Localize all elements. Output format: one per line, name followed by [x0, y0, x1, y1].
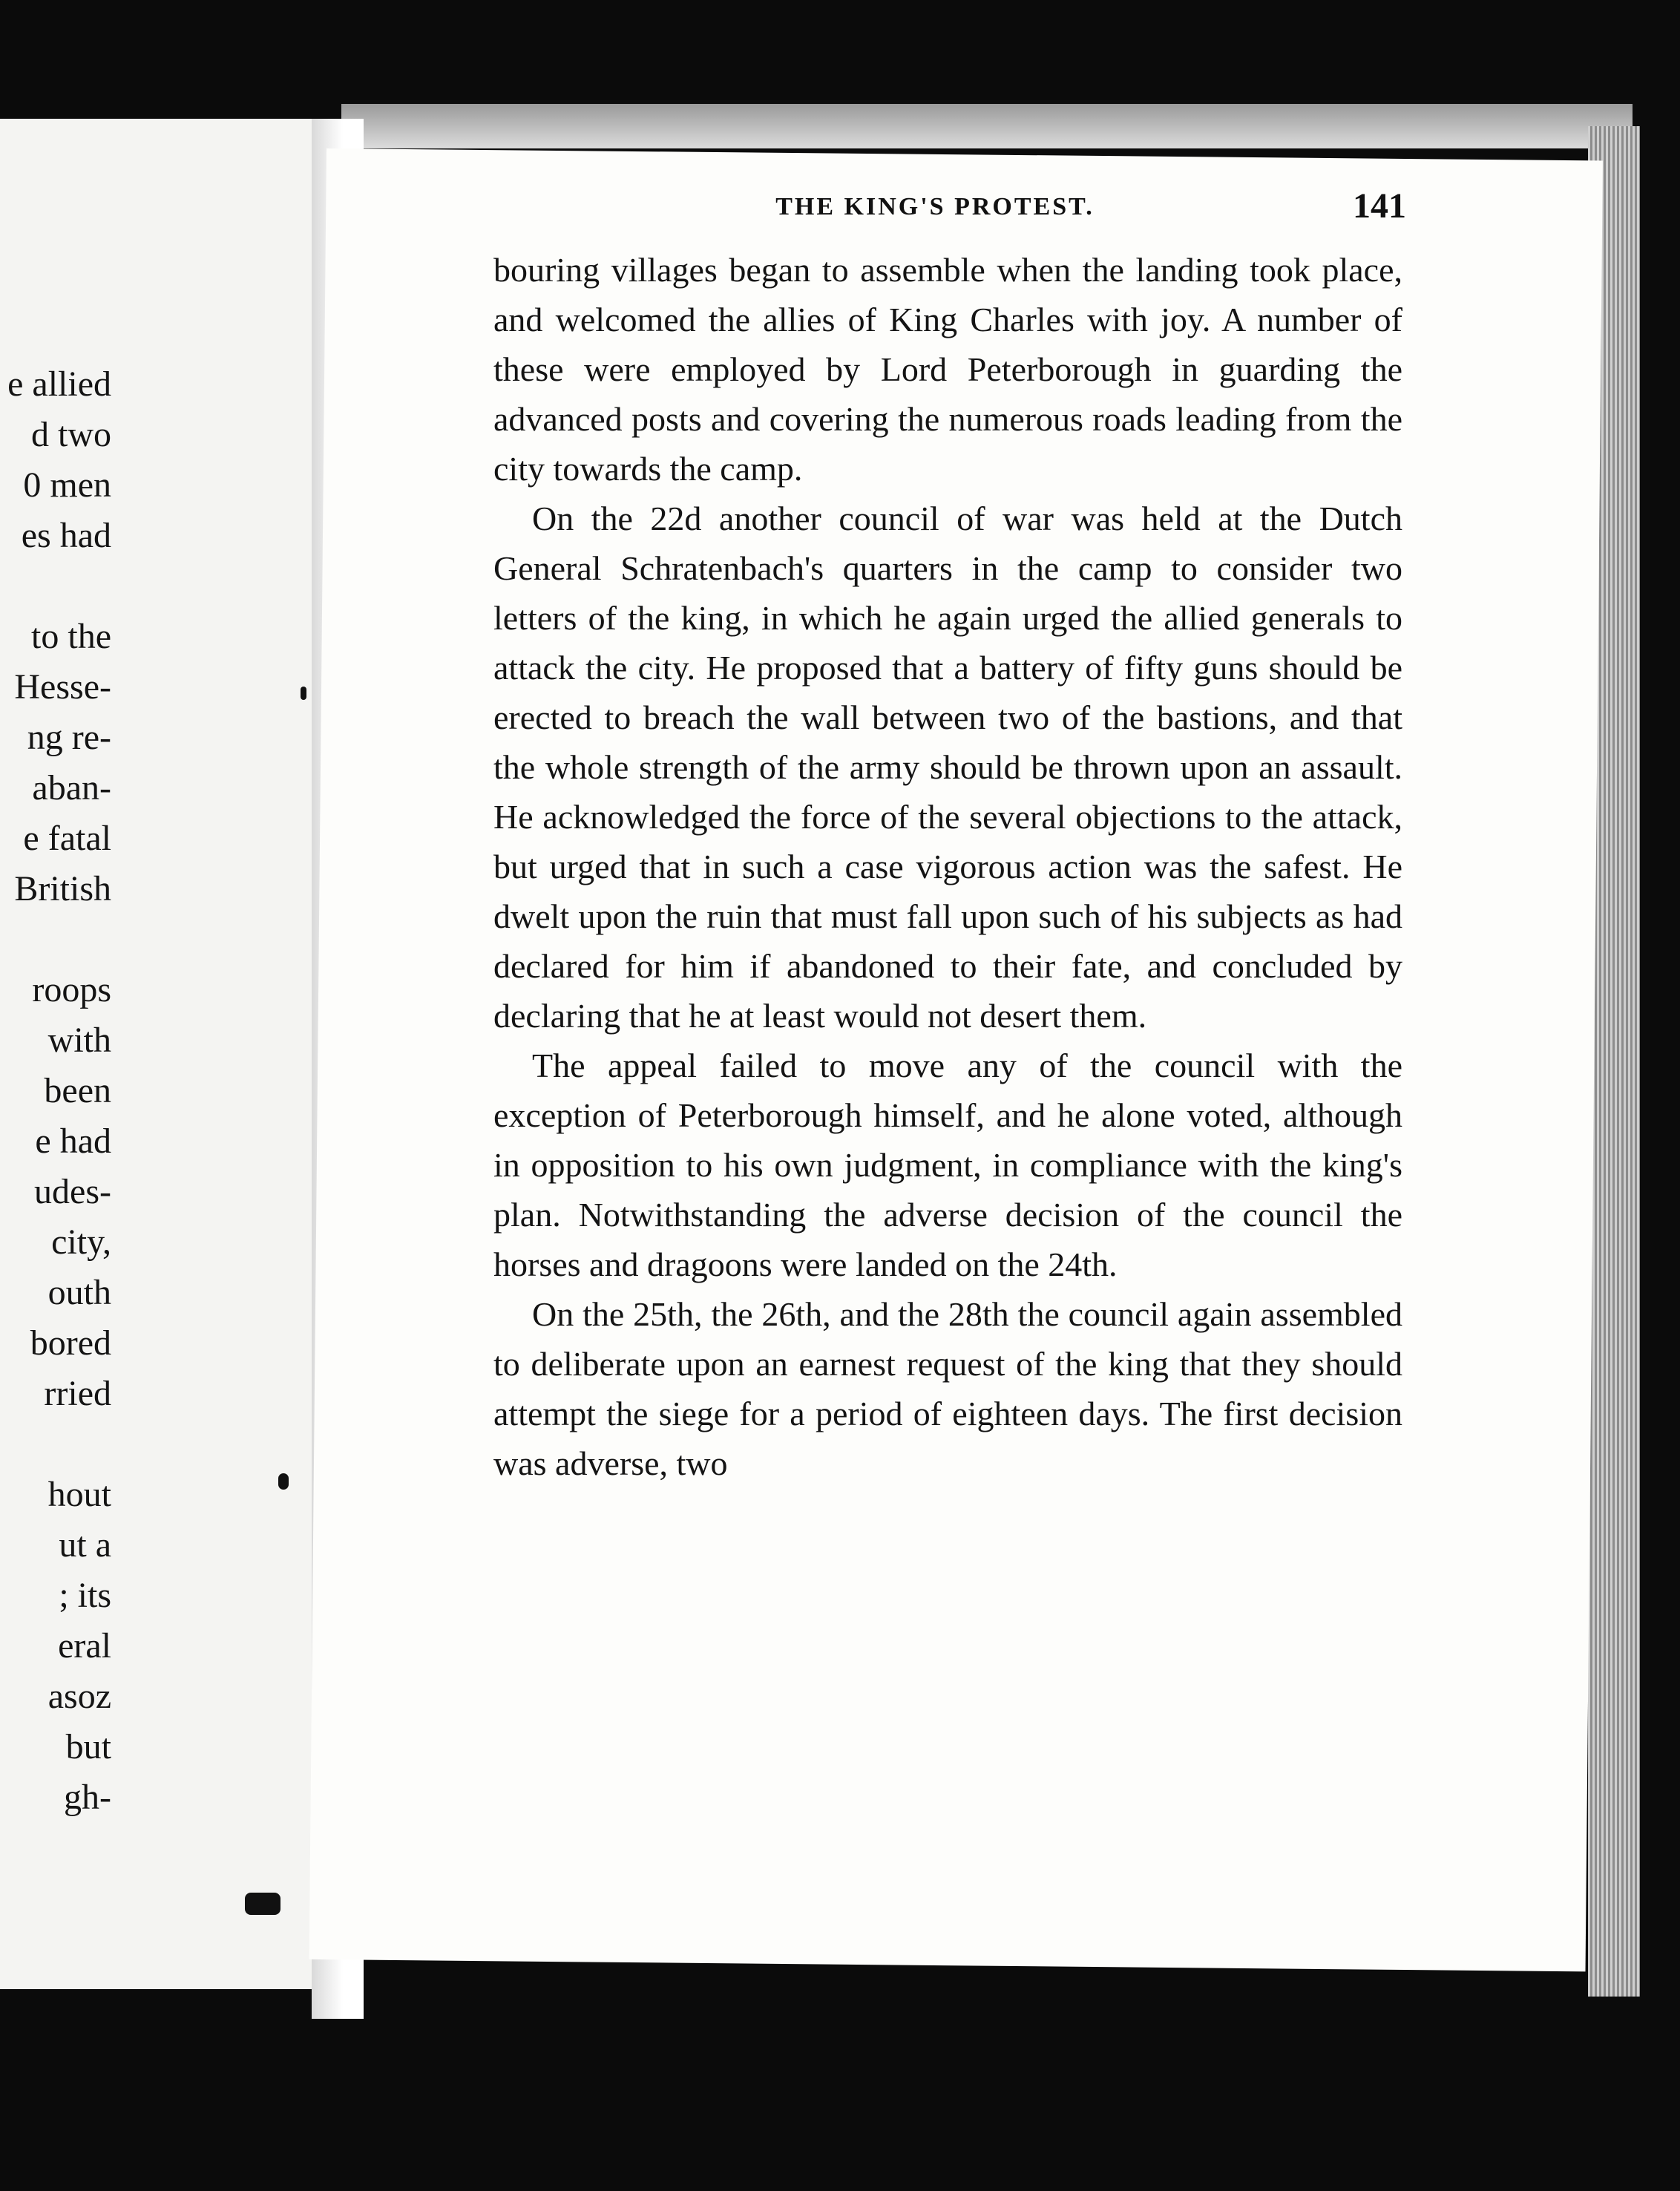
left-page — [0, 119, 329, 1989]
left-page-line: 0 men — [23, 465, 111, 505]
binding-thread-mark — [301, 687, 306, 700]
running-head-title: THE KING'S PROTEST. — [775, 193, 1095, 220]
left-page-line: gh- — [64, 1778, 111, 1817]
left-page-line: e fatal — [23, 819, 111, 858]
left-page-line: Hesse- — [14, 667, 111, 707]
left-page-line: but — [65, 1727, 111, 1766]
left-page-line: city, — [51, 1222, 111, 1262]
left-page-line: ng re- — [27, 718, 111, 757]
left-page-line: roops — [32, 970, 111, 1009]
left-page-line: been — [44, 1071, 111, 1110]
page-top-edge — [341, 104, 1633, 148]
left-page-line: to the — [31, 617, 111, 656]
running-head — [464, 186, 1406, 245]
binding-thread-mark — [245, 1893, 280, 1915]
paragraph: bouring villages began to assemble when the landing took place, and welcomed the allies of King Charles with joy. A number of these were employed by Lord Peterborough in guarding the advanced posts and covering the numerous roads leading from the city towards the camp. — [493, 251, 1402, 488]
left-page-line: d two — [31, 415, 111, 454]
left-page-line: asoz — [47, 1677, 111, 1716]
left-page-line: ; its — [59, 1576, 111, 1615]
left-page-line: eral — [58, 1626, 111, 1666]
left-page-line: es had — [21, 516, 111, 555]
left-page-line: udes- — [34, 1172, 111, 1211]
left-page-line: e had — [35, 1121, 111, 1161]
page-body — [493, 245, 1402, 1488]
left-page-line: aban- — [32, 768, 111, 808]
binding-thread-mark — [278, 1473, 289, 1490]
left-page-line: ut a — [59, 1525, 111, 1565]
left-page-line: rried — [44, 1374, 111, 1413]
left-page-line: hout — [47, 1475, 111, 1514]
left-page-line: e allied — [7, 364, 111, 404]
paragraph: On the 25th, the 26th, and the 28th the council again assembled to deliberate upon an earnest request of the king that they should attempt the siege for a period of eighteen days. The first decision was adverse, two — [493, 1295, 1402, 1482]
paragraph: The appeal failed to move any of the council with the exception of Peterborough himself, and he alone voted, although in opposition to his own judgment, in compliance with the king's plan. Notwithstanding the adverse decision of the council the horses and dragoons were landed on the 24th. — [493, 1047, 1402, 1283]
left-page-line: British — [14, 869, 111, 908]
left-page-line: bored — [30, 1323, 111, 1363]
left-page-line: outh — [47, 1273, 111, 1312]
page-number: 141 — [1353, 186, 1406, 226]
left-page-line: with — [47, 1021, 111, 1060]
paragraph: On the 22d another council of war was held at the Dutch General Schratenbach's quarters in the camp to consider two letters of the king, in which he again urged the allied generals to attack the city. He proposed that a battery of fifty guns should be erected to breach the wall between two of the bastions, and that the whole strength of the army should be thrown upon an assault. He acknowledged the force of the several objections to the attack, but urged that in such a case vigorous action was the safest. He dwelt upon the ruin that must fall upon such of his subjects as had declared for him if abandoned to their fate, and concluded by declaring that he at least would not desert them. — [493, 500, 1402, 1035]
